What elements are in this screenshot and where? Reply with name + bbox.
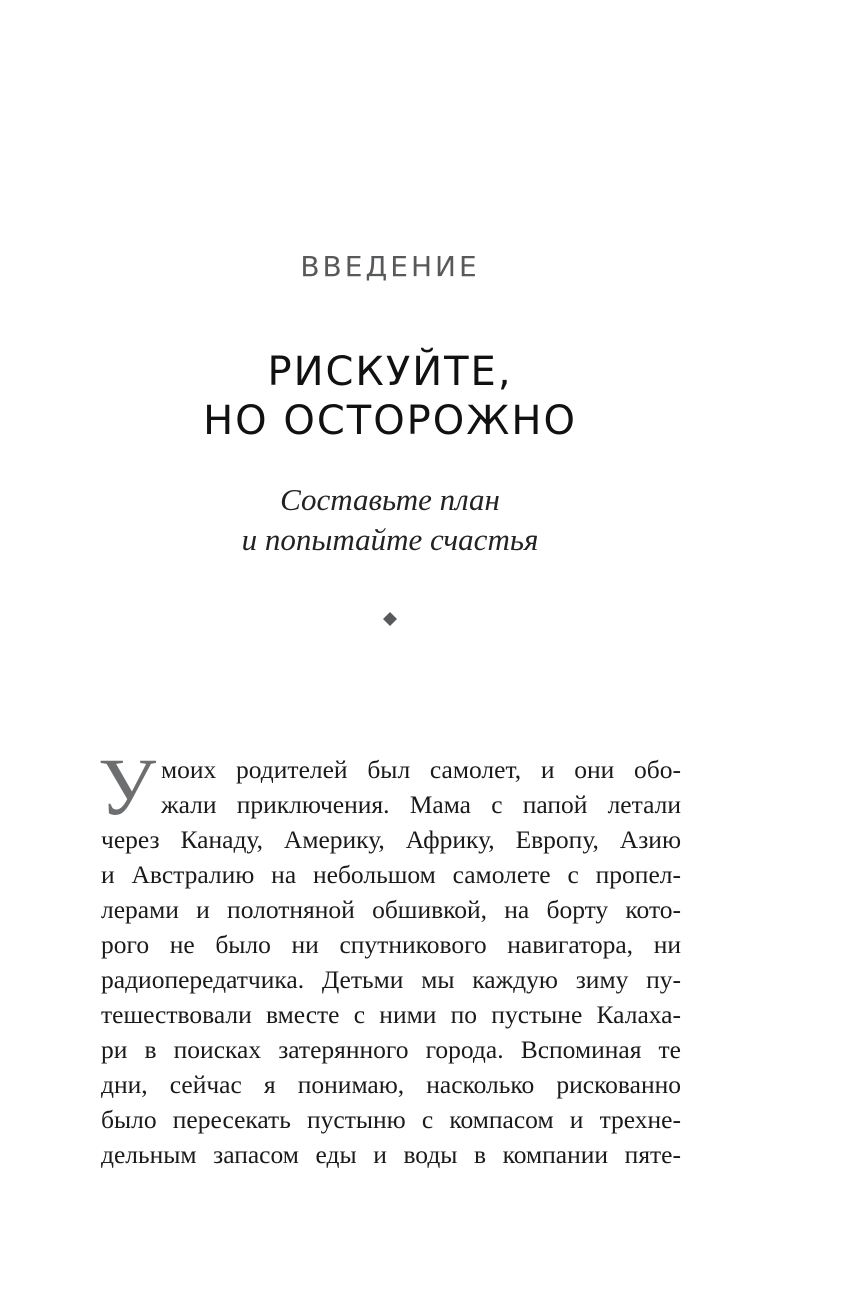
body-line: рого не было ни спутникового навигатора, ни [101,930,681,959]
chapter-title-line: НО ОСТОРОЖНО [203,398,577,444]
diamond-ornament-icon [383,612,397,626]
chapter-kicker: ВВЕДЕНИЕ [300,250,480,283]
body-line: дни, сейчас я понимаю, насколько рискованно [101,1070,681,1099]
body-line: лерами и полотняной обшивкой, на борту кото- [101,895,681,924]
drop-cap: У [98,741,157,832]
body-line: радиопередатчика. Детьми мы каждую зиму пу- [101,965,681,994]
chapter-subtitle [0,480,780,560]
body-line: и Австралию на небольшом самолете с пропел- [101,860,681,889]
chapter-subtitle-line: Составьте план [280,482,500,517]
body-line: через Канаду, Америку, Африку, Европу, Азию [101,825,681,854]
body-text [101,752,681,1172]
body-line: дельным запасом еды и воды в компании пяте- [101,1140,681,1169]
chapter-title-line: РИСКУЙТЕ, [267,349,513,395]
body-line: моих родителей был самолет, и они обо- [161,755,681,784]
body-line: ри в поисках затерянного города. Вспоминая те [101,1035,681,1064]
body-line: было пересекать пустыню с компасом и трехне- [101,1105,681,1134]
body-line: тешествовали вместе с ними по пустыне Калаха- [101,1000,681,1029]
chapter-title [0,348,780,446]
chapter-subtitle-line: и попытайте счастья [241,522,539,557]
body-line: жали приключения. Мама с папой летали [161,790,681,819]
